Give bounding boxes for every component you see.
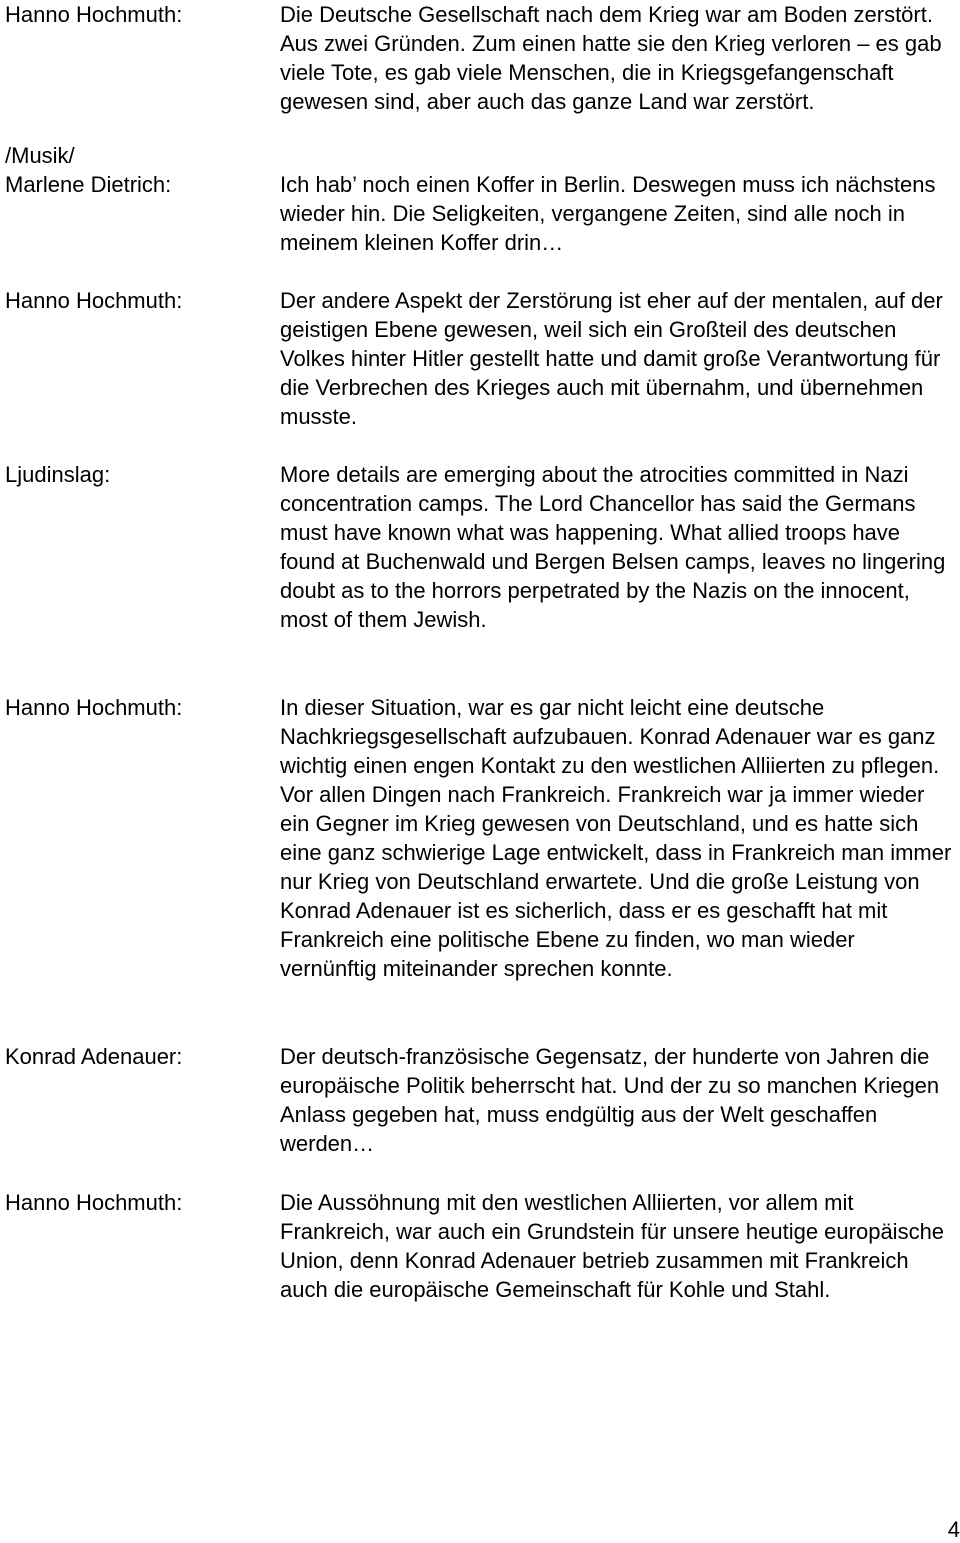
speaker-label: Konrad Adenauer:	[5, 1044, 183, 1069]
speech-text: Der andere Aspekt der Zerstörung ist eher auf der mentalen, auf der geistigen Ebene gewesen, weil sich ein Großteil des deutschen Volkes hinter Hitler gestellt hatte und damit große Verantwortung für die Verbrechen des Krieges auch mit übernahm, und übernehmen musste.	[280, 288, 943, 429]
speaker-label: Hanno Hochmuth:	[5, 695, 183, 720]
speaker-label: Ljudinslag:	[5, 462, 111, 487]
speech-text: In dieser Situation, war es gar nicht leicht eine deutsche Nachkriegsgesellschaft aufzubauen. Konrad Adenauer war es ganz wichtig einen engen Kontakt zu den westlichen Alliierten zu pflegen. Vor allen Dingen nach Frankreich. Frankreich war ja immer wieder ein Gegner im Krieg gewesen von Deutschland, und es hatte sich eine ganz schwierige Lage entwickelt, dass in Frankreich man immer nur Krieg von Deutschland erwartete. Und die große Leistung von Konrad Adenauer ist es sicherlich, dass er es geschafft hat mit Frankreich eine politische Ebene zu finden, wo man wieder vernünftig miteinander sprechen konnte.	[280, 695, 952, 981]
speaker-label: /Musik/ Marlene Dietrich:	[5, 143, 172, 197]
speaker-label: Hanno Hochmuth:	[5, 2, 183, 27]
page-number: 4	[947, 1517, 960, 1542]
speaker-label: Hanno Hochmuth:	[5, 288, 183, 313]
speech-text: Ich hab’ noch einen Koffer in Berlin. Deswegen muss ich nächstens wieder hin. Die Seligkeiten, vergangene Zeiten, sind alle noch in meinem kleinen Koffer drin…	[280, 172, 936, 255]
speech-text: Die Deutsche Gesellschaft nach dem Krieg war am Boden zerstört. Aus zwei Gründen. Zum einen hatte sie den Krieg verloren – es gab viele Tote, es gab viele Menschen, die in Kriegsgefangenschaft gewesen sind, aber auch das ganze Land war zerstört.	[280, 2, 942, 114]
speech-text: More details are emerging about the atrocities committed in Nazi concentration camps. The Lord Chancellor has said the Germans must have known what was happening. What allied troops have found at Buchenwald und Bergen Belsen camps, leaves no lingering doubt as to the horrors perpetrated by the Nazis on the innocent, most of them Jewish.	[280, 462, 946, 632]
speech-text: Die Aussöhnung mit den westlichen Alliierten, vor allem mit Frankreich, war auch ein Grundstein für unsere heutige europäische Union, denn Konrad Adenauer betrieb zusammen mit Frankreich auch die europäische Gemeinschaft für Kohle und Stahl.	[280, 1190, 945, 1302]
speech-text: Der deutsch-französische Gegensatz, der hunderte von Jahren die europäische Politik beherrscht hat. Und der zu so manchen Kriegen Anlass gegeben hat, muss endgültig aus der Welt geschaffen werden…	[280, 1044, 940, 1156]
speaker-label: Hanno Hochmuth:	[5, 1190, 183, 1215]
